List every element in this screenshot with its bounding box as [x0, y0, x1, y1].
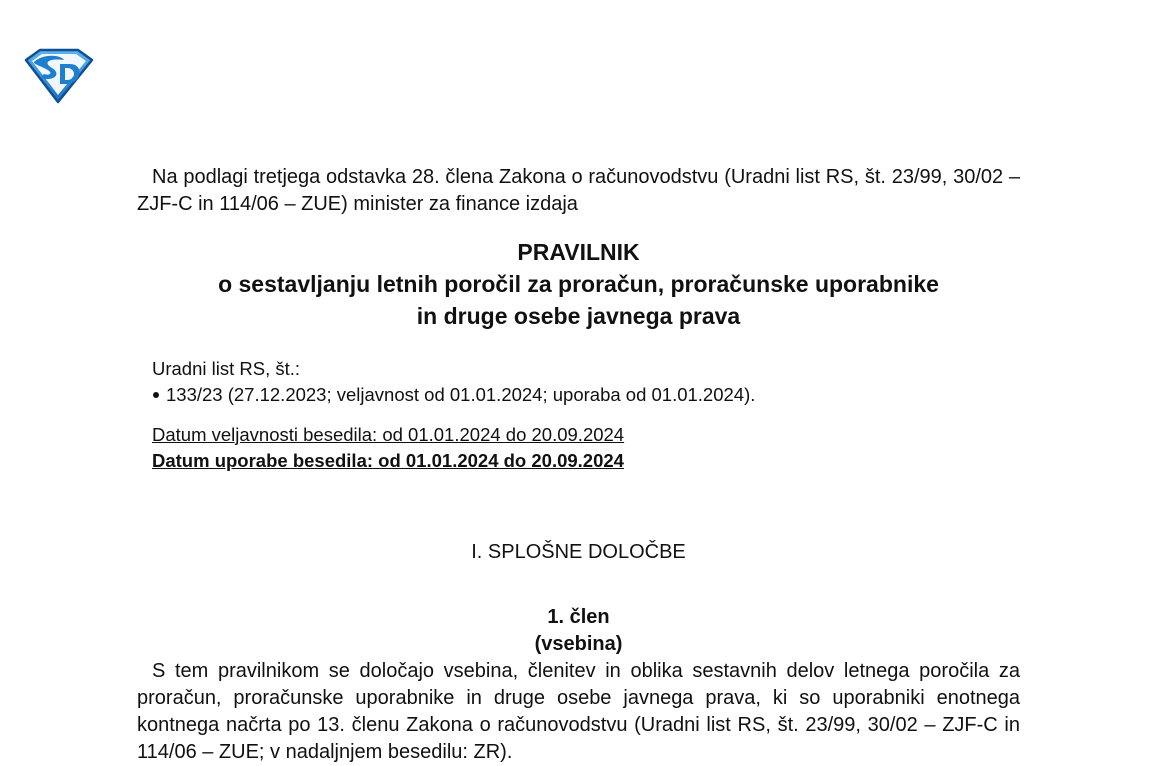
document-body [137, 164, 1020, 766]
gazette-references [137, 356, 1020, 408]
bullet-icon [153, 392, 159, 398]
gazette-item-text: 133/23 (27.12.2023; veljavnost od 01.01.2024; uporaba od 01.01.2024). [166, 384, 756, 405]
article-number: 1. člen [547, 606, 610, 628]
section-heading: I. SPLOŠNE DOLOČBE [471, 541, 686, 563]
document-subtitle-line-1: o sestavljanju letnih poročil za proračun, proračunske uporabnike [218, 271, 939, 297]
document-title: PRAVILNIK [517, 239, 640, 265]
usage-date: Datum uporabe besedila: od 01.01.2024 do 20.09.2024 [152, 450, 624, 471]
text-dates [137, 422, 1020, 474]
validity-date: Datum veljavnosti besedila: od 01.01.2024 do 20.09.2024 [152, 424, 625, 445]
gazette-list-item [152, 382, 1020, 408]
document-subtitle-line-2: in druge osebe javnega prava [416, 303, 741, 329]
preamble-text: Na podlagi tretjega odstavka 28. člena Zakona o računovodstvu (Uradni list RS, št. 23/99, 30/02 – ZJF-C in 114/06 – ZUE) minister za finance izdaja [137, 166, 1020, 215]
article-text: S tem pravilnikom se določajo vsebina, členitev in oblika sestavnih delov letnega poročila za proračun, proračunske uporabnike in druge osebe javnega prava, ki so uporabniki enotnega kontnega načrta po 13. členu Zakona o računovodstvu (Uradni list RS, št. 23/99, 30/02 – ZJF-C in 114/06 – ZUE; v nadaljnjem besedilu: ZR). [137, 660, 1020, 763]
article-title: (vsebina) [534, 633, 623, 655]
gazette-label: Uradni list RS, št.: [152, 358, 301, 379]
document-title-block [137, 236, 1020, 332]
sd-shield-logo-icon [20, 46, 96, 106]
